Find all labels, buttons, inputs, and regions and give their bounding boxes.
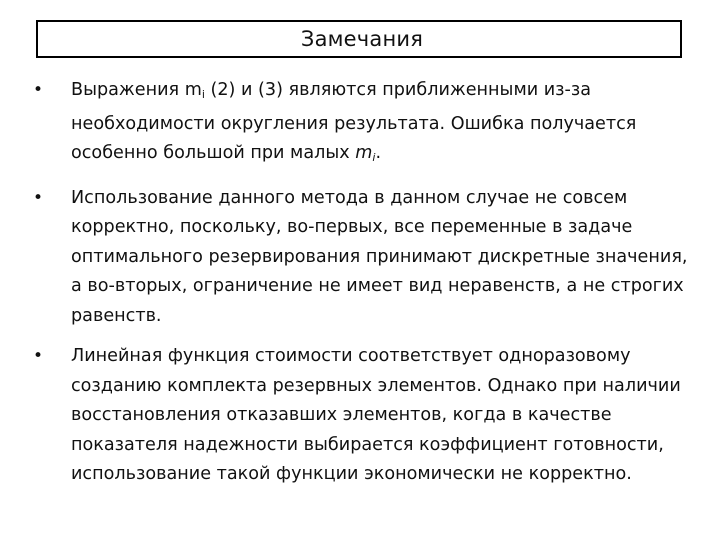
variable-m: m	[355, 143, 373, 163]
italic-variable	[355, 143, 375, 163]
slide-title-box	[36, 20, 682, 58]
bullet-item-1	[28, 76, 688, 173]
bullet-marker: •	[32, 187, 44, 208]
bullet-marker: •	[32, 346, 44, 366]
subscript-i-italic: i	[372, 151, 376, 164]
bullet-item-2	[28, 184, 688, 332]
bullet-item-3	[28, 342, 688, 490]
bullet-marker: •	[32, 80, 44, 100]
bullet-list	[28, 76, 688, 501]
bullet-text-end: .	[375, 143, 382, 163]
bullet-text: Линейная функция стоимости соответствует одноразовому созданию комплекта резервных элементов. Однако при наличии восстановления отказавших элементов, когда в качестве показателя надежности выбирается коэффициент готовности, использование такой функции экономически не корректно.	[71, 346, 681, 484]
bullet-text: Использование данного метода в данном случае не совсем корректно, поскольку, во-первых, все переменные в задаче оптимального резервирования принимают дискретные значения, а во-вторых, ограничение не имеет вид неравенств, а не строгих равенств.	[71, 187, 688, 326]
slide-title: Замечания	[300, 27, 424, 51]
bullet-text-middle: (2) и (3) являются приближенными из-за необходимости округления результата. Ошибка получается особенно большой при малых	[71, 80, 637, 163]
subscript-i: i	[201, 88, 205, 101]
bullet-text-start: Выражения m	[71, 80, 202, 100]
